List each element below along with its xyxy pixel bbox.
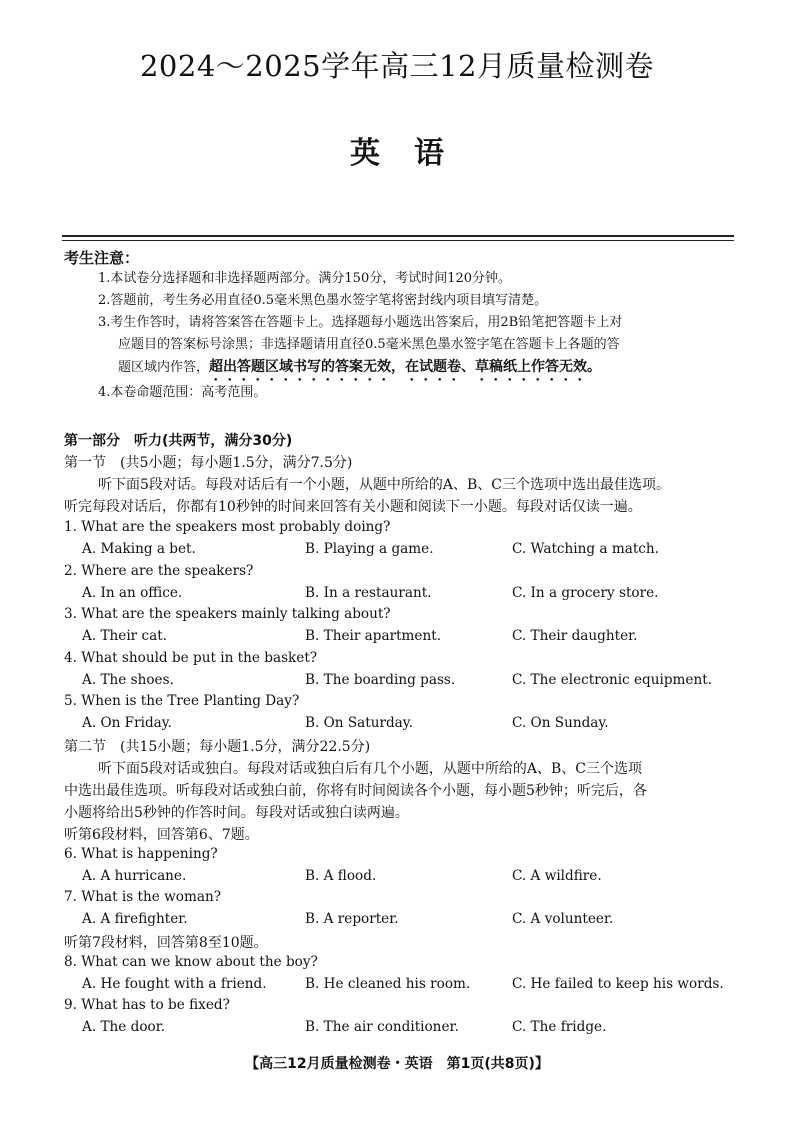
notice-item-4: 4.本卷命题范围：高考范围。 [98,385,267,400]
option-7b: B. A reporter. [305,911,399,927]
notice-item-2: 2.答题前，考生务必用直径0.5毫米黑色墨水签字笔将密封线内项目填写清楚。 [98,293,548,308]
part1-heading: 第一部分 听力(共两节，满分30分) [64,433,293,449]
material-6-label: 听第6段材料，回答第6、7题。 [64,827,259,843]
question-2: 2. Where are the speakers? [64,563,254,579]
question-1: 1. What are the speakers most probably doing? [64,519,391,535]
question-6: 6. What is happening? [64,846,218,862]
option-8a: A. He fought with a friend. [82,976,267,992]
option-2a: A. In an office. [82,585,183,601]
question-7: 7. What is the woman? [64,889,221,905]
option-4c: C. The electronic equipment. [512,672,713,688]
divider-thin [62,240,734,241]
option-1b: B. Playing a game. [305,541,434,557]
option-9b: B. The air conditioner. [305,1019,459,1035]
option-9c: C. The fridge. [512,1019,607,1035]
divider-thick [62,235,734,237]
option-1a: A. Making a bet. [82,541,196,557]
exam-title: 2024～2025学年高三12月质量检测卷 [139,49,654,83]
option-5a: A. On Friday. [82,715,172,731]
section1-instructions-2: 听完每段对话后，你都有10秒钟的时间来回答有关小题和阅读下一小题。每段对话仅读一遍。 [64,499,642,515]
option-6c: C. A wildfire. [512,868,602,884]
subject-title: 英语 [350,136,478,171]
notice-heading: 考生注意： [64,249,140,267]
section1-heading: 第一节 (共5小题；每小题1.5分，满分7.5分) [64,455,353,471]
option-3b: B. Their apartment. [305,628,442,644]
option-2c: C. In a grocery store. [512,585,659,601]
section2-instructions-2: 中选出最佳选项。听每段对话或独白前，你将有时间阅读各个小题，每小题5秒钟；听完后，各 [64,783,647,799]
option-4b: B. The boarding pass. [305,672,456,688]
option-3a: A. Their cat. [82,628,167,644]
option-5c: C. On Sunday. [512,715,609,731]
option-9a: A. The door. [82,1019,166,1035]
section2-heading: 第二节 (共15小题；每小题1.5分，满分22.5分) [64,739,371,755]
section1-instructions-1: 听下面5段对话。每段对话后有一个小题，从题中所给的A、B、C三个选项中选出最佳选项。 [98,477,671,493]
notice-emphasis: 超出答题区域书写的答案无效，在试题卷、草稿纸上作答无效。 [209,359,602,375]
option-7c: C. A volunteer. [512,911,614,927]
option-5b: B. On Saturday. [305,715,413,731]
notice-item-1: 1.本试卷分选择题和非选择题两部分。满分150分，考试时间120分钟。 [98,271,512,286]
option-6b: B. A flood. [305,868,377,884]
option-1c: C. Watching a match. [512,541,659,557]
option-7a: A. A firefighter. [82,911,188,927]
section2-instructions-3: 小题将给出5秒钟的作答时间。每段对话或独白读两遍。 [64,805,409,821]
option-6a: A. A hurricane. [82,868,187,884]
option-2b: B. In a restaurant. [305,585,432,601]
question-5: 5. When is the Tree Planting Day? [64,693,300,709]
notice-item-3: 3.考生作答时，请将答案答在答题卡上。选择题每小题选出答案后，用2B铅笔把答题卡上对 [98,315,623,330]
notice-item-3-end [118,356,740,384]
question-9: 9. What has to be fixed? [64,997,230,1013]
question-4: 4. What should be put in the basket? [64,650,318,666]
notice-item-3-cont: 应题目的答案标号涂黑；非选择题请用直径0.5毫米黑色墨水签字笔在答题卡上各题的答 [118,337,620,352]
question-3: 3. What are the speakers mainly talking about? [64,606,391,622]
option-3c: C. Their daughter. [512,628,638,644]
notice-item-3-tail: 题区域内作答， [118,360,210,375]
material-7-label: 听第7段材料，回答第8至10题。 [64,935,268,951]
page-footer: 【高三12月质量检测卷・英语 第1页(共8页)】 [245,1056,549,1072]
option-8b: B. He cleaned his room. [305,976,471,992]
question-8: 8. What can we know about the boy? [64,954,318,970]
section2-instructions-1: 听下面5段对话或独白。每段对话或独白后有几个小题，从题中所给的A、B、C三个选项 [98,761,643,777]
option-8c: C. He failed to keep his words. [512,976,724,992]
option-4a: A. The shoes. [82,672,174,688]
